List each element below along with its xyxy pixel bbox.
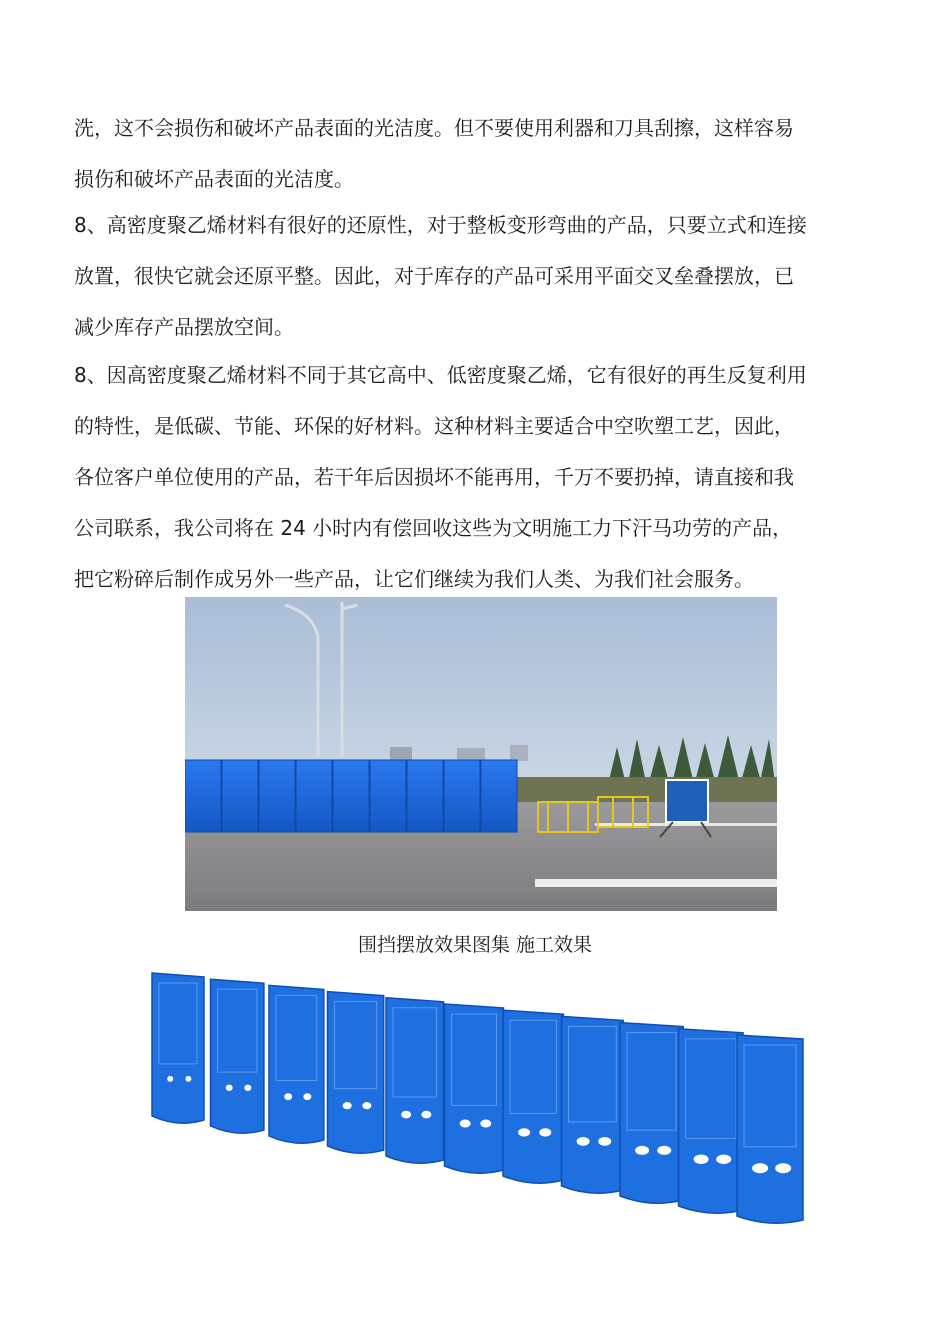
barrier-panel — [152, 973, 204, 1123]
barrier-hole — [635, 1146, 649, 1155]
barrier-hole — [657, 1146, 671, 1155]
paragraph-cleaning — [74, 103, 889, 205]
barrier-hole — [185, 1076, 191, 1082]
barrier-hole — [284, 1093, 292, 1100]
barrier-panel — [679, 1029, 744, 1213]
barrier-panel — [445, 1004, 504, 1173]
barrier-hole — [752, 1163, 768, 1173]
text-line: 洗，这不会损伤和破坏产品表面的光洁度。但不要使用利器和刀具刮擦，这样容易 — [74, 116, 794, 140]
barrier-hole — [518, 1128, 530, 1136]
text-line: 公司联系，我公司将在 24 小时内有偿回收这些为文明施工力下汗马功劳的产品， — [74, 516, 793, 540]
barrier-panel — [185, 760, 221, 832]
barrier-hole — [167, 1076, 173, 1082]
barrier-panel — [737, 1035, 803, 1223]
text-line: 8、高密度聚乙烯材料有很好的还原性，对于整板变形弯曲的产品，只要立式和连接 — [74, 213, 807, 237]
barrier-hole — [598, 1137, 611, 1146]
barrier-panel — [222, 760, 258, 832]
text-line: 各位客户单位使用的产品，若干年后因损坏不能再用，千万不要扔掉，请直接和我 — [74, 465, 794, 489]
text-line: 放置，很快它就会还原平整。因此，对于库存的产品可采用平面交叉垒叠摆放，已 — [74, 264, 794, 288]
barrier-hole — [460, 1120, 471, 1128]
barrier-panel — [386, 998, 444, 1163]
barrier-hole — [401, 1111, 411, 1119]
barrier-panel — [620, 1023, 683, 1204]
barrier-panel — [503, 1010, 563, 1183]
construction-scene-illustration — [185, 597, 777, 911]
barrier-hole — [716, 1154, 731, 1164]
text-line: 减少库存产品摆放空间。 — [74, 315, 294, 339]
text-line: 损伤和破坏产品表面的光洁度。 — [74, 167, 354, 191]
barrier-panel — [562, 1016, 624, 1193]
figure-caption: 围挡摆放效果图集 施工效果 — [357, 934, 593, 956]
barrier-panel — [481, 760, 517, 832]
barrier-hole — [539, 1128, 551, 1136]
barrier-hole — [343, 1102, 352, 1109]
paragraph-restoration — [74, 200, 889, 353]
barrier-panel — [333, 760, 369, 832]
barrier-hole — [303, 1093, 311, 1100]
barrier-hole — [694, 1154, 709, 1164]
text-line: 把它粉碎后制作成另外一些产品，让它们继续为我们人类、为我们社会服务。 — [74, 567, 754, 591]
barrier-panel — [269, 985, 324, 1143]
barrier-hole — [421, 1111, 431, 1119]
barrier-panel — [444, 760, 480, 832]
barrier-panel — [296, 760, 332, 832]
barrier-panel — [259, 760, 295, 832]
barrier-panel — [328, 992, 384, 1154]
barrier-hole — [480, 1120, 491, 1128]
barrier-hole — [775, 1163, 791, 1173]
text-line: 的特性，是低碳、节能、环保的好材料。这种材料主要适合中空吹塑工艺，因此， — [74, 414, 794, 438]
barrier-panel — [211, 979, 264, 1133]
barrier-hole — [226, 1085, 233, 1091]
barrier-hole — [244, 1085, 251, 1091]
barrier-product-image — [140, 965, 840, 1235]
barrier-panel — [370, 760, 406, 832]
blue-barrier-row-illustration — [140, 965, 840, 1235]
construction-site-photo — [185, 597, 777, 911]
paragraph-recycling — [74, 350, 889, 605]
barrier-hole — [577, 1137, 590, 1146]
barrier-panel — [407, 760, 443, 832]
barrier-hole — [362, 1102, 371, 1109]
text-line: 8、因高密度聚乙烯材料不同于其它高中、低密度聚乙烯，它有很好的再生反复利用 — [74, 363, 807, 387]
